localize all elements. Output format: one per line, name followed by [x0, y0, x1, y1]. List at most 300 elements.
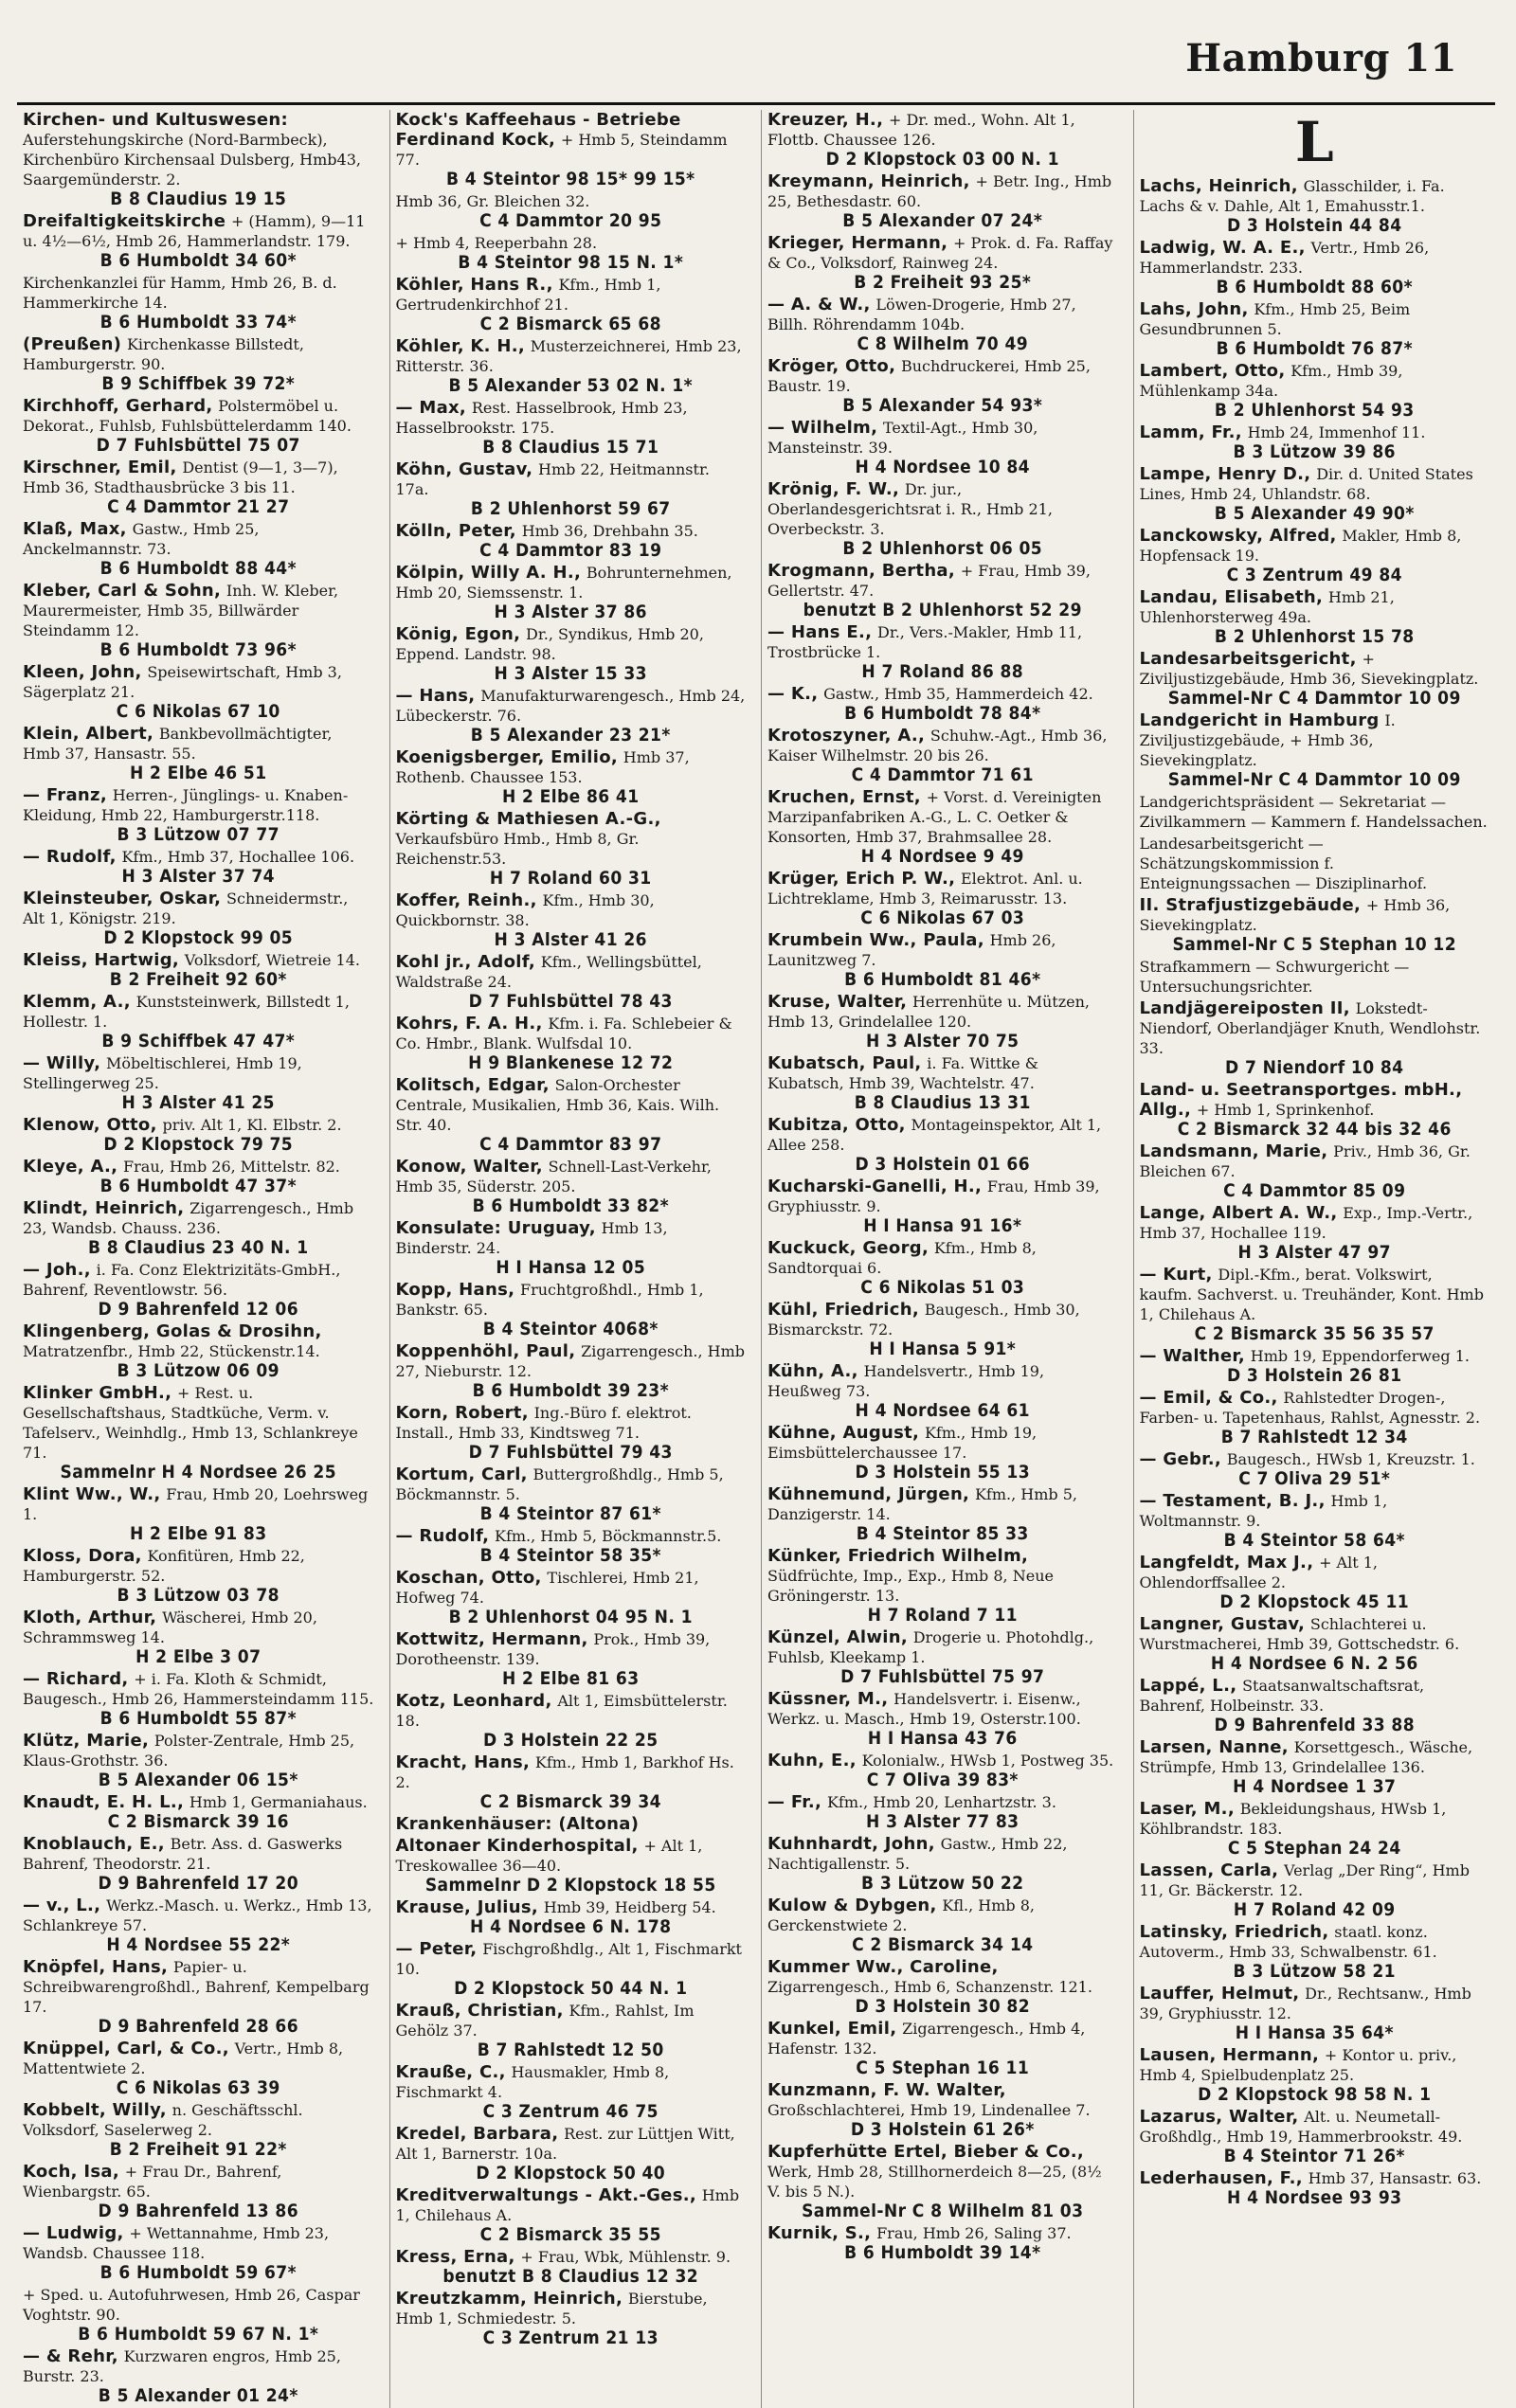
entry-details: Kfm. i. Fa. Schlebeier & Co. Hmbr., Blank. Wulfsdal 10.	[395, 1015, 732, 1052]
entry-phone: D 2 Klopstock 45 11	[1219, 1591, 1410, 1612]
directory-entry	[396, 1465, 747, 1524]
entry-details: + Frau, Wbk, Mühlenstr. 9.	[520, 2248, 731, 2266]
entry-name: Kolitsch, Edgar,	[395, 1075, 550, 1095]
entry-phone: B 3 Lützow 03 78	[117, 1585, 280, 1606]
entry-phone: B 6 Humboldt 78 84*	[844, 703, 1041, 724]
directory-entry	[767, 2019, 1118, 2078]
entry-name: Klaß, Max,	[23, 519, 127, 539]
entry-details: Bierstube, Hmb 1, Schmiedestr. 5.	[395, 2290, 708, 2327]
entry-phone: D 3 Holstein 30 82	[855, 1996, 1031, 2017]
entry-name: — Walther,	[1139, 1346, 1245, 1366]
directory-entry	[23, 1115, 374, 1155]
entry-phone: B 8 Claudius 13 31	[854, 1092, 1031, 1113]
entry-details: Hmb 26, Launitzweg 7.	[767, 931, 1056, 969]
entry-name: Kloss, Dora,	[23, 1546, 142, 1566]
entry-phone: H I Hansa 35 64*	[1235, 2022, 1394, 2043]
entry-details: Kfm., Hmb 8, Sandtorquai 6.	[767, 1239, 1037, 1277]
entry-details: Baugesch., HWsb 1, Kreuzstr. 1.	[1226, 1450, 1475, 1468]
entry-details: Hmb 37, Rothenb. Chaussee 153.	[395, 748, 690, 786]
entry-phone: C 2 Bismarck 35 55	[479, 2224, 661, 2245]
directory-entry	[767, 110, 1118, 170]
entry-name: Kühnemund, Jürgen,	[767, 1484, 970, 1504]
directory-entry	[396, 1341, 747, 1401]
entry-phone: benutzt B 8 Claudius 12 32	[442, 2266, 699, 2287]
entry-details: Musterzeichnerei, Hmb 23, Ritterstr. 36.	[395, 337, 742, 375]
directory-entry	[23, 2285, 374, 2345]
directory-column	[1133, 110, 1496, 2408]
directory-entry	[1140, 1737, 1490, 1797]
directory-entry	[1140, 1984, 1490, 2043]
entry-details: + Hmb 36, Sievekingplatz.	[1139, 896, 1451, 934]
entry-name: Lausen, Hermann,	[1139, 2045, 1320, 2065]
entry-name: Kotz, Leonhard,	[395, 1691, 552, 1711]
entry-details: Kfm., Hmb 5, Danzigerstr. 14.	[767, 1485, 1077, 1523]
directory-entry	[23, 2162, 374, 2221]
directory-entry	[23, 662, 374, 722]
entry-name: Kummer Ww., Caroline,	[767, 1957, 999, 1977]
entry-details: Elektrot. Anl. u. Lichtreklame, Hmb 3, Reimarusstr. 13.	[767, 870, 1083, 907]
entry-name: Kühne, August,	[767, 1423, 920, 1443]
entry-details: Hmb 21, Uhlenhorsterweg 49a.	[1139, 588, 1395, 626]
entry-details: Priv., Hmb 36, Gr. Bleichen 67.	[1139, 1142, 1471, 1180]
directory-entry	[23, 1260, 374, 1320]
directory-entry	[1140, 895, 1490, 955]
entry-phone: D 7 Fuhlsbüttel 78 43	[468, 991, 673, 1012]
directory-entry	[767, 684, 1118, 724]
entry-details: Schnell-Last-Verkehr, Hmb 35, Süderstr. 205.	[395, 1158, 712, 1195]
entry-name: Lazarus, Walter,	[1139, 2107, 1299, 2127]
entry-name: Landau, Elisabeth,	[1139, 587, 1324, 607]
entry-details: Vertr., Hmb 26, Hammerlandstr. 233.	[1139, 239, 1430, 277]
entry-name: Kühn, A.,	[767, 1361, 858, 1381]
entry-details: Hmb 36, Gr. Bleichen 32.	[395, 192, 590, 210]
directory-entry	[1140, 1346, 1490, 1386]
entry-details: Baugesch., Hmb 30, Bismarckstr. 72.	[767, 1301, 1080, 1339]
directory-entry	[767, 992, 1118, 1051]
entry-phone: D 3 Holstein 01 66	[855, 1154, 1031, 1175]
directory-entry	[1140, 957, 1490, 997]
entry-name: Köhler, K. H.,	[395, 336, 526, 356]
entry-phone: H 7 Roland 86 88	[861, 661, 1024, 682]
entry-details: Frau, Hmb 26, Mittelstr. 82.	[123, 1158, 340, 1176]
entry-phone: H 3 Alster 41 25	[121, 1092, 275, 1113]
entry-name: Kreutzkamm, Heinrich,	[395, 2289, 623, 2309]
entry-phone: B 9 Schiffbek 47 47*	[101, 1031, 296, 1051]
entry-details: Dr., Rechtsanw., Hmb 39, Gryphiusstr. 12.	[1139, 1985, 1471, 2022]
entry-name: — K.,	[767, 684, 819, 704]
directory-entry	[396, 275, 747, 334]
entry-phone: B 5 Alexander 23 21*	[470, 725, 671, 746]
entry-details: Polster-Zentrale, Hmb 25, Klaus-Grothstr. 36.	[23, 1732, 355, 1770]
entry-phone: C 6 Nikolas 67 10	[116, 701, 280, 722]
entry-details: Zigarrengesch., Hmb 4, Hafenstr. 132.	[767, 2020, 1086, 2058]
entry-details: Buchdruckerei, Hmb 25, Baustr. 19.	[767, 357, 1091, 395]
entry-phone: H 3 Alster 70 75	[866, 1031, 1020, 1051]
entry-details: Strafkammern — Schwurgericht — Untersuchungsrichter.	[1139, 958, 1410, 996]
entry-name: Kurnik, S.,	[767, 2223, 872, 2243]
entry-name: — Testament, B. J.,	[1139, 1491, 1326, 1511]
directory-entry	[23, 458, 374, 517]
entry-phone: B 2 Freiheit 93 25*	[854, 272, 1032, 293]
entry-name: — Ludwig,	[23, 2223, 124, 2243]
directory-entry	[767, 1751, 1118, 1790]
entry-name: — A. & W.,	[767, 295, 871, 314]
entry-phone: D 7 Niendorf 10 84	[1225, 1057, 1404, 1078]
entry-phone: B 4 Steintor 85 33	[856, 1523, 1029, 1544]
entry-phone: B 4 Steintor 58 64*	[1223, 1530, 1405, 1551]
entry-details: Fischgroßhdlg., Alt 1, Fischmarkt 10.	[395, 1940, 742, 1978]
directory-entry	[1140, 998, 1490, 1078]
entry-phone: B 7 Rahlstedt 12 50	[477, 2040, 664, 2060]
entry-phone: C 4 Dammtor 71 61	[851, 764, 1034, 785]
directory-entry	[396, 191, 747, 231]
entry-name: Kleber, Carl & Sohn,	[23, 581, 222, 601]
directory-entry	[396, 336, 747, 396]
entry-details: Prok., Hmb 39, Dorotheenstr. 139.	[395, 1630, 711, 1668]
entry-name: Klenow, Otto,	[23, 1115, 157, 1135]
directory-entry	[396, 1568, 747, 1627]
entry-details: Schneidermstr., Alt 1, Königstr. 219.	[23, 890, 349, 927]
entry-name: Landgericht in Hamburg	[1139, 710, 1380, 730]
entry-phone: B 6 Humboldt 59 67 N. 1*	[78, 2324, 319, 2345]
entry-phone: B 8 Claudius 15 71	[482, 437, 659, 458]
entry-phone: D 2 Klopstock 98 58 N. 1	[1198, 2084, 1432, 2105]
entry-phone: B 6 Humboldt 55 87*	[99, 1708, 297, 1729]
entry-details: Bankbevollmächtigter, Hmb 37, Hansastr. 55.	[23, 725, 333, 763]
entry-details: + Sped. u. Autofuhrwesen, Hmb 26, Caspar Voghtstr. 90.	[23, 2286, 360, 2324]
entry-phone: D 3 Holstein 61 26*	[850, 2119, 1035, 2140]
entry-name: — Willy,	[23, 1053, 101, 1073]
entry-phone: C 5 Stephan 16 11	[856, 2058, 1030, 2078]
directory-entry	[396, 2124, 747, 2183]
directory-entry	[23, 889, 374, 948]
entry-details: Exp., Imp.-Vertr., Hmb 37, Hochallee 119.	[1139, 1204, 1473, 1242]
entry-name: Ladwig, W. A. E.,	[1139, 238, 1306, 258]
entry-phone: H 4 Nordsee 9 49	[860, 846, 1024, 867]
entry-details: Korsettgesch., Wäsche, Strümpfe, Hmb 13, Grindelallee 136.	[1139, 1738, 1473, 1776]
entry-phone: D 3 Holstein 55 13	[855, 1462, 1031, 1483]
directory-entry	[1140, 1676, 1490, 1735]
entry-details: Hmb 37, Hansastr. 63.	[1308, 2169, 1482, 2187]
entry-phone: H 2 Elbe 86 41	[501, 786, 640, 807]
entry-phone: B 2 Uhlenhorst 04 95 N. 1	[448, 1607, 693, 1627]
entry-details: Frau, Hmb 39, Gryphiusstr. 9.	[767, 1177, 1100, 1215]
directory-entry	[1140, 1388, 1490, 1447]
entry-phone: H 4 Nordsee 55 22*	[106, 1934, 291, 1955]
entry-phone: C 2 Bismarck 32 44 bis 32 46	[1177, 1119, 1452, 1140]
entry-name: Kloth, Arthur,	[23, 1608, 157, 1627]
entry-phone: H 7 Roland 42 09	[1233, 1899, 1396, 1920]
entry-details: Landesarbeitsgericht — Schätzungskommission f. Enteignungssachen — Disziplinarhof.	[1139, 835, 1428, 892]
entry-name: — Gebr.,	[1139, 1449, 1222, 1469]
directory-entry	[23, 1608, 374, 1667]
entry-details: Glasschilder, i. Fa. Lachs & v. Dahle, Alt 1, Emahusstr.1.	[1139, 177, 1445, 215]
entry-details: Hmb 1, Chilehaus A.	[395, 2186, 740, 2224]
directory-entry	[396, 890, 747, 950]
entry-phone: B 4 Steintor 98 15* 99 15*	[446, 169, 695, 189]
entry-phone: Sammel-Nr C 4 Dammtor 10 09	[1167, 769, 1461, 790]
directory-entry	[767, 1484, 1118, 1544]
entry-details: Dentist (9—1, 3—7), Hmb 36, Stadthausbrücke 3 bis 11.	[23, 458, 338, 496]
entry-details: Kfm., Wellingsbüttel, Waldstraße 24.	[395, 953, 702, 991]
entry-name: Krumbein Ww., Paula,	[767, 930, 984, 950]
directory-entry	[1140, 526, 1490, 585]
entry-phone: B 6 Humboldt 88 44*	[99, 558, 297, 579]
entry-phone: B 7 Rahlstedt 12 34	[1220, 1427, 1408, 1447]
entry-phone: D 9 Bahrenfeld 12 06	[98, 1299, 298, 1320]
entry-details: Hausmakler, Hmb 8, Fischmarkt 4.	[395, 2063, 670, 2101]
entry-details: Zigarrengesch., Hmb 27, Nieburstr. 12.	[395, 1342, 745, 1380]
directory-column	[17, 110, 380, 2408]
entry-name: Lauffer, Helmut,	[1139, 1984, 1300, 2004]
entry-name: Klingenberg, Golas & Drosihn,	[23, 1321, 322, 1341]
directory-entry	[1140, 792, 1490, 832]
entry-phone: C 7 Oliva 39 83*	[866, 1770, 1019, 1790]
directory-entry	[396, 1752, 747, 1812]
entry-name: Knüppel, Carl, & Co.,	[23, 2039, 229, 2058]
directory-entry	[23, 581, 374, 660]
directory-entry	[767, 1300, 1118, 1359]
directory-column	[389, 110, 752, 2408]
entry-name: Küssner, M.,	[767, 1689, 889, 1709]
entry-phone: B 5 Alexander 01 24*	[98, 2385, 298, 2406]
entry-details: Kirchenkanzlei für Hamm, Hmb 26, B. d. Hammerkirche 14.	[23, 274, 337, 312]
entry-details: Matratzenfbr., Hmb 22, Stückenstr.14.	[23, 1342, 320, 1360]
entry-details: + Vorst. d. Vereinigten Marzipanfabriken A.-G., L. C. Oetker & Konsorten, Hmb 37, Brahmsallee 28.	[767, 788, 1102, 846]
entry-phone: B 3 Lützow 06 09	[117, 1360, 280, 1381]
entry-phone: C 7 Oliva 29 51*	[1238, 1468, 1391, 1489]
directory-entry	[1140, 361, 1490, 421]
directory-entry	[767, 1792, 1118, 1832]
entry-name: Kottwitz, Hermann,	[395, 1629, 588, 1649]
entry-name: Lamm, Fr.,	[1139, 422, 1242, 442]
entry-details: Kfm., Hmb 25, Beim Gesundbrunnen 5.	[1139, 300, 1411, 338]
entry-name: Koffer, Reinh.,	[395, 890, 537, 910]
entry-phone: B 4 Steintor 87 61*	[479, 1503, 661, 1524]
entry-phone: B 2 Uhlenhorst 54 93	[1214, 400, 1415, 421]
entry-details: + Frau, Hmb 39, Gellertstr. 47.	[767, 562, 1091, 600]
entry-details: Kfm., Hmb 30, Quickbornstr. 38.	[395, 891, 655, 929]
entry-details: + Rest. u. Gesellschaftshaus, Stadtküche, Verm. v. Tafelserv., Weinhdlg., Hmb 13, Schlankreye 71.	[23, 1384, 358, 1462]
entry-name: — Richard,	[23, 1669, 129, 1689]
entry-phone: B 6 Humboldt 33 82*	[472, 1195, 669, 1216]
directory-entry	[396, 233, 747, 273]
entry-details: priv. Alt 1, Kl. Elbstr. 2.	[162, 1116, 342, 1134]
directory-entry	[396, 1014, 747, 1073]
entry-name: Kulow & Dybgen,	[767, 1896, 937, 1915]
directory-entry	[767, 356, 1118, 416]
entry-phone: H I Hansa 91 16*	[863, 1215, 1022, 1236]
directory-entry	[23, 1792, 374, 1832]
directory-entry	[767, 561, 1118, 620]
entry-name: Kopp, Hans,	[395, 1280, 515, 1300]
entry-name: Kracht, Hans,	[395, 1752, 531, 1772]
entry-name: Kruchen, Ernst,	[767, 787, 921, 807]
entry-name: Körting & Mathiesen A.-G.,	[395, 809, 661, 829]
entry-phone: H 9 Blankenese 12 72	[468, 1052, 674, 1073]
directory-entry	[23, 1053, 374, 1113]
directory-entry	[1140, 1922, 1490, 1982]
entry-phone: H 3 Alster 37 86	[494, 602, 647, 622]
directory-entry	[767, 1361, 1118, 1421]
directory-entry	[1140, 1799, 1490, 1859]
entry-phone: H 2 Elbe 46 51	[129, 763, 267, 783]
section-letter: L	[1294, 110, 1334, 174]
entry-name: Kreymann, Heinrich,	[767, 171, 970, 191]
entry-name: Altonaer Kinderhospital,	[395, 1836, 639, 1856]
entry-phone: C 2 Bismarck 34 14	[852, 1934, 1034, 1955]
entry-name: Krüger, Erich P. W.,	[767, 869, 956, 889]
entry-phone: D 9 Bahrenfeld 33 88	[1214, 1715, 1415, 1735]
entry-details: Lokstedt-Niendorf, Oberlandjäger Knuth, Wendlohstr. 33.	[1139, 999, 1481, 1057]
entry-details: Dr., Syndikus, Hmb 20, Eppend. Landstr. 98.	[395, 625, 704, 663]
entry-details: Rest. Hasselbrook, Hmb 23, Hasselbrookstr. 175.	[395, 399, 688, 437]
directory-entry	[1140, 1614, 1490, 1674]
entry-name: Lassen, Carla,	[1139, 1860, 1279, 1880]
entry-details: Gastw., Hmb 35, Hammerdeich 42.	[823, 685, 1093, 703]
entry-name: Dreifaltigkeitskirche	[23, 211, 226, 231]
entry-name: Langner, Gustav,	[1139, 1614, 1306, 1634]
directory-entry	[23, 1896, 374, 1955]
directory-entry	[23, 1157, 374, 1196]
entry-name: Kühl, Friedrich,	[767, 1300, 919, 1320]
entry-phone: B 2 Uhlenhorst 59 67	[470, 498, 671, 519]
entry-details: Dipl.-Kfm., berat. Volkswirt, kaufm. Sachverst. u. Treuhänder, Kont. Hmb 1, Chilehaus A.	[1139, 1266, 1484, 1323]
header-rule	[17, 102, 1495, 105]
directory-entry	[23, 950, 374, 990]
entry-name: — Kurt,	[1139, 1265, 1213, 1285]
entry-name: Knaudt, E. H. L.,	[23, 1792, 185, 1812]
entry-details: Buttergroßhdlg., Hmb 5, Böckmannstr. 5.	[395, 1465, 724, 1503]
entry-details: Speisewirtschaft, Hmb 3, Sägerplatz 21.	[23, 663, 342, 701]
directory-entry	[396, 398, 747, 458]
entry-details: Staatsanwaltschaftsrat, Bahrenf, Holbeinstr. 33.	[1139, 1677, 1425, 1715]
entry-name: Krankenhäuser: (Altona)	[395, 1814, 640, 1834]
entry-phone: H 3 Alster 37 74	[121, 866, 275, 887]
entry-phone: D 9 Bahrenfeld 13 86	[98, 2201, 298, 2221]
entry-name: Kuhnhardt, John,	[767, 1834, 935, 1854]
entry-phone: B 2 Uhlenhorst 15 78	[1214, 626, 1415, 647]
directory-entry	[1140, 238, 1490, 297]
directory-entry	[396, 1691, 747, 1751]
entry-name: Kunzmann, F. W. Walter,	[767, 2080, 1006, 2100]
entry-phone: C 4 Dammtor 83 19	[479, 540, 662, 561]
entry-details: Kunststeinwerk, Billstedt 1, Hollestr. 1.	[23, 993, 350, 1031]
entry-phone: B 2 Uhlenhorst 06 05	[842, 538, 1043, 559]
entry-details: Schlachterei u. Wurstmacherei, Hmb 39, Gottschedstr. 6.	[1139, 1615, 1460, 1653]
directory-entry	[1140, 1265, 1490, 1344]
entry-details: i. Fa. Wittke & Kubatsch, Hmb 39, Wachtelstr. 47.	[767, 1054, 1038, 1092]
entry-details: Kfm., Hmb 1, Barkhof Hs. 2.	[395, 1753, 734, 1791]
entry-name: Lachs, Heinrich,	[1139, 176, 1298, 196]
directory-entry	[396, 1814, 747, 1834]
entry-name: Kress, Erna,	[395, 2247, 515, 2267]
entry-phone: B 5 Alexander 06 15*	[98, 1770, 298, 1790]
entry-phone: Sammel-Nr C 4 Dammtor 10 09	[1167, 688, 1461, 709]
entry-name: Krogmann, Bertha,	[767, 561, 956, 581]
entry-name: Kruse, Walter,	[767, 992, 908, 1012]
entry-phone: D 7 Fuhlsbüttel 75 97	[840, 1666, 1045, 1687]
entry-details: Tischlerei, Hmb 21, Hofweg 74.	[395, 1569, 699, 1607]
entry-details: Volksdorf, Wietreie 14.	[184, 951, 360, 969]
directory-entry	[23, 1546, 374, 1606]
directory-entry	[396, 1897, 747, 1937]
entry-phone: B 5 Alexander 07 24*	[842, 210, 1043, 231]
entry-name: Langfeldt, Max J.,	[1139, 1553, 1314, 1572]
entry-phone: H 3 Alster 41 26	[494, 929, 647, 950]
entry-details: Großschlachterei, Hmb 19, Lindenallee 7.	[767, 2101, 1091, 2119]
entry-name: — Hans E.,	[767, 622, 873, 642]
entry-phone: B 6 Humboldt 76 87*	[1216, 338, 1413, 359]
entry-name: Kölpin, Willy A. H.,	[395, 563, 582, 583]
entry-name: Krotoszyner, A.,	[767, 726, 926, 746]
entry-details: Bohrunternehmen, Hmb 20, Siemssenstr. 1.	[395, 564, 732, 602]
entry-phone: H 3 Alster 47 97	[1237, 1242, 1391, 1263]
entry-phone: C 5 Stephan 24 24	[1227, 1838, 1401, 1859]
entry-details: Makler, Hmb 8, Hopfensack 19.	[1139, 527, 1462, 565]
entry-name: — Emil, & Co.,	[1139, 1388, 1278, 1408]
directory-entry	[1140, 422, 1490, 462]
entry-phone: C 3 Zentrum 46 75	[482, 2101, 659, 2122]
directory-entry	[1140, 587, 1490, 647]
entry-phone: D 7 Fuhlsbüttel 79 43	[468, 1442, 673, 1463]
entry-name: — Max,	[395, 398, 467, 418]
directory-entry	[767, 2080, 1118, 2140]
directory-entry	[1140, 1080, 1490, 1140]
entry-name: Kuckuck, Georg,	[767, 1238, 929, 1258]
directory-entry	[767, 2142, 1118, 2221]
entry-details: Hmb 19, Eppendorferweg 1.	[1250, 1347, 1470, 1365]
directory-entry	[396, 521, 747, 561]
entry-name: Krauße, C.,	[395, 2062, 506, 2082]
entry-name: Klütz, Marie,	[23, 1731, 150, 1751]
entry-name: Kubitza, Otto,	[767, 1115, 906, 1135]
entry-name: Kröger, Otto,	[767, 356, 896, 376]
entry-name: Larsen, Nanne,	[1139, 1737, 1289, 1757]
entry-name: Kobbelt, Willy,	[23, 2100, 167, 2120]
directory-entry	[767, 1957, 1118, 2017]
entry-name: Klint Ww., W.,	[23, 1484, 161, 1504]
entry-details: Kfm., Hmb 19, Eimsbüttelerchaussee 17.	[767, 1424, 1038, 1462]
directory-entry	[23, 2346, 374, 2406]
directory-entry	[1140, 1553, 1490, 1612]
entry-details: Alt 1, Eimsbüttelerstr. 18.	[395, 1692, 728, 1730]
directory-entry	[23, 1669, 374, 1729]
entry-details: Südfrüchte, Imp., Exp., Hmb 8, Neue Gröningerstr. 13.	[767, 1567, 1054, 1605]
entry-name: Klein, Albert,	[23, 724, 154, 744]
entry-details: Konfitüren, Hmb 22, Hamburgerstr. 52.	[23, 1547, 305, 1585]
entry-details: + Prok. d. Fa. Raffay & Co., Volksdorf, Rainweg 24.	[767, 234, 1113, 272]
directory-columns	[17, 110, 1495, 2406]
entry-phone: C 4 Dammtor 20 95	[479, 210, 662, 231]
directory-entry	[1140, 1449, 1490, 1489]
entry-phone: D 2 Klopstock 99 05	[103, 927, 294, 948]
entry-details: Hmb 24, Immenhof 11.	[1247, 423, 1426, 441]
entry-name: Kuhn, E.,	[767, 1751, 857, 1770]
entry-phone: B 4 Steintor 4068*	[482, 1319, 659, 1339]
directory-entry	[23, 1484, 374, 1544]
directory-entry	[396, 1939, 747, 1999]
entry-details: Kfl., Hmb 8, Gerckenstwiete 2.	[767, 1896, 1035, 1934]
entry-name: Klindt, Heinrich,	[23, 1198, 185, 1218]
entry-details: + Alt 1, Ohlendorffsallee 2.	[1139, 1554, 1379, 1591]
directory-entry	[23, 1731, 374, 1790]
entry-details: I. Ziviljustizgebäude, + Hmb 36, Sievekingplatz.	[1139, 711, 1396, 769]
entry-phone: B 5 Alexander 53 02 N. 1*	[448, 375, 693, 396]
entry-phone: H I Hansa 12 05	[496, 1257, 646, 1278]
entry-details: Alt. u. Neumetall-Großhdlg., Hmb 19, Hammerbrookstr. 49.	[1139, 2108, 1463, 2146]
entry-name: Kreditverwaltungs - Akt.-Ges.,	[395, 2185, 696, 2205]
